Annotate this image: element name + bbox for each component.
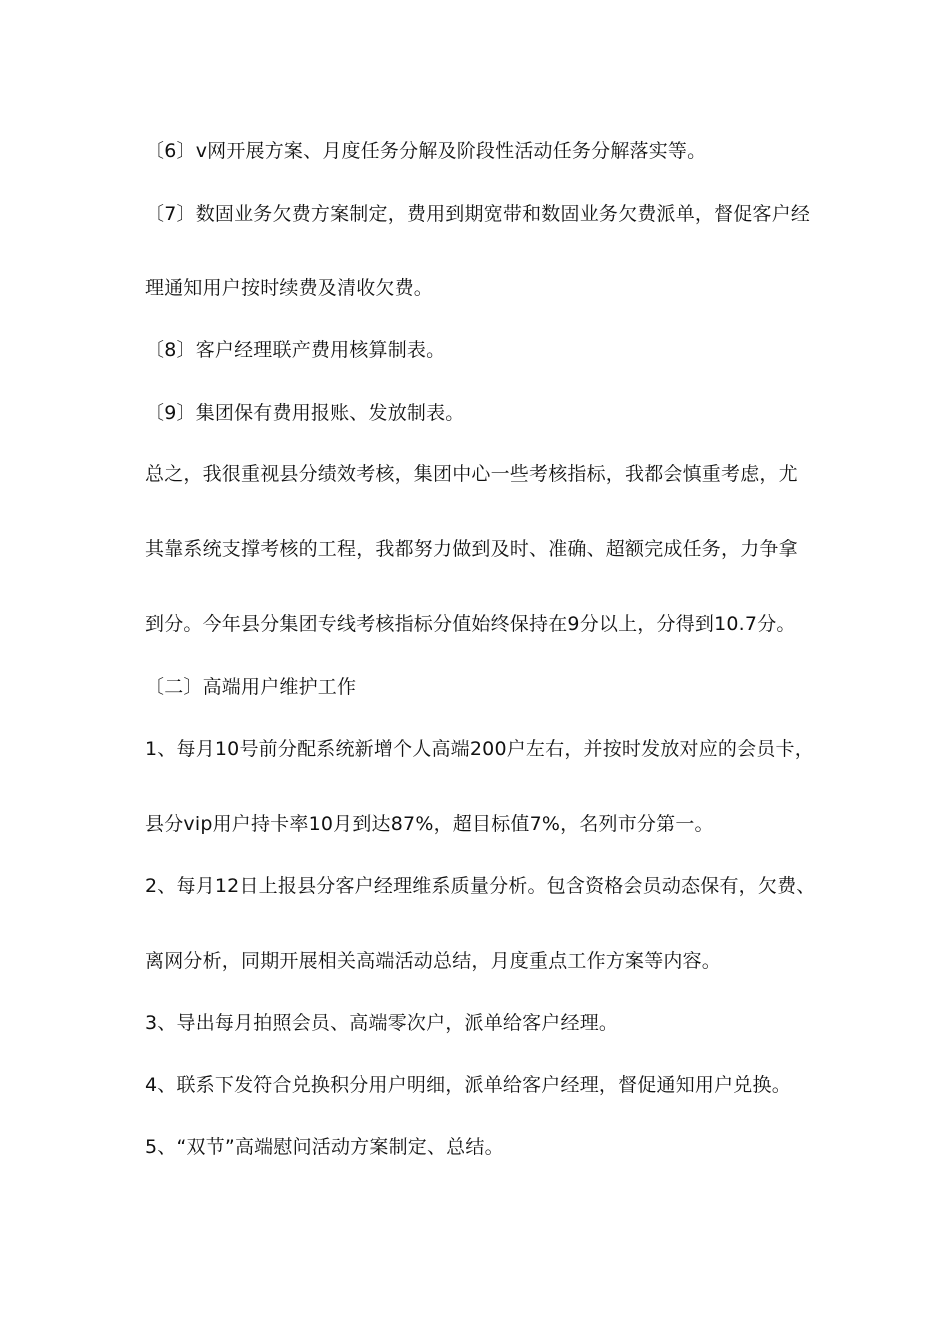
text-line-summary-2: 其靠系统支撑考核的工程，我都努力做到及时、准确、超额完成任务，力争拿 bbox=[145, 538, 798, 560]
text-line-summary-1: 总之，我很重视县分绩效考核，集团中心一些考核指标，我都会慎重考虑，尤 bbox=[145, 463, 798, 485]
text-line-point-1: 1、每月10号前分配系统新增个人高端200户左右，并按时发放对应的会员卡， bbox=[145, 738, 814, 760]
text-line-point-4: 4、联系下发符合兑换积分用户明细，派单给客户经理，督促通知用户兑换。 bbox=[145, 1074, 791, 1096]
text-line-item-6: 〔6〕v网开展方案、月度任务分解及阶段性活动任务分解落实等。 bbox=[145, 140, 707, 162]
section-heading-high-end-users: 〔二〕高端用户维护工作 bbox=[145, 676, 357, 698]
text-line-item-8: 〔8〕客户经理联产费用核算制表。 bbox=[145, 339, 446, 361]
text-line-point-2-cont: 离网分析，同期开展相关高端活动总结，月度重点工作方案等内容。 bbox=[145, 950, 722, 972]
text-line-point-5: 5、“双节”高端慰问活动方案制定、总结。 bbox=[145, 1136, 504, 1158]
text-line-point-2: 2、每月12日上报县分客户经理维系质量分析。包含资格会员动态保有，欠费、 bbox=[145, 875, 816, 897]
text-line-summary-3: 到分。今年县分集团专线考核指标分值始终保持在9分以上，分得到10.7分。 bbox=[145, 613, 796, 635]
text-line-item-7-cont: 理通知用户按时续费及清收欠费。 bbox=[145, 277, 434, 299]
text-line-point-3: 3、导出每月拍照会员、高端零次户，派单给客户经理。 bbox=[145, 1012, 619, 1034]
text-line-item-7: 〔7〕数固业务欠费方案制定，费用到期宽带和数固业务欠费派单，督促客户经 bbox=[145, 203, 811, 225]
text-line-point-1-cont: 县分vip用户持卡率10月到达87%，超目标值7%，名列市分第一。 bbox=[145, 813, 714, 835]
text-line-item-9: 〔9〕集团保有费用报账、发放制表。 bbox=[145, 402, 465, 424]
